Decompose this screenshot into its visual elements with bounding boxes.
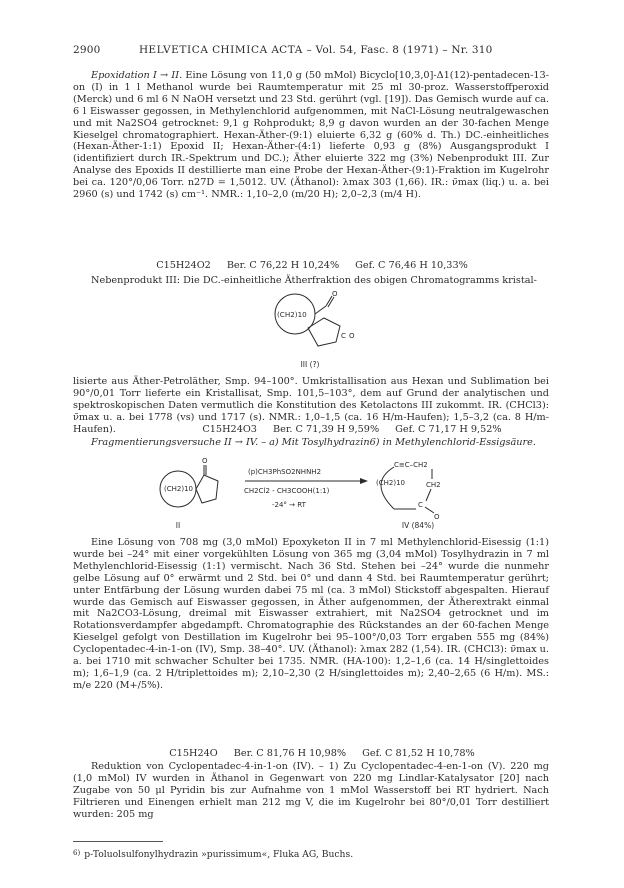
found-IV: Gef. C 81,52 H 10,78% bbox=[362, 748, 475, 759]
solvent-label: CH2Cl2 - CH3COOH(1:1) bbox=[244, 487, 330, 495]
analysis-line-2 bbox=[0, 424, 624, 435]
ketone-bond-IV bbox=[425, 507, 434, 513]
footnote-text: p-Toluolsulfonylhydrazin »purissimum«, Fluka AG, Buchs. bbox=[84, 849, 354, 860]
formula-II: C15H24O2 bbox=[156, 260, 211, 271]
ketone-oxygen-IV: O bbox=[434, 513, 440, 521]
calc-IV: Ber. C 81,76 H 10,98% bbox=[233, 748, 347, 759]
reaction-scheme bbox=[150, 455, 490, 525]
lactone-oxygen: O bbox=[349, 332, 355, 340]
footnote-divider bbox=[73, 841, 163, 842]
ketone-carbon-IV: C bbox=[418, 501, 423, 509]
epoxidation-body: Eine Lösung von 11,0 g (50 mMol) Bicyclo[10,3,0]-Δ1(12)-pentadecen-13-on (I) in 1 l Methanol wurde bei Raumtemperatur mit 25 ml 30-proz. Wasserstoffperoxid (Merck) und 6 ml 6 N NaOH versetzt und 23 Std. gerührt (vgl. [19]). Das Gemisch wurde auf ca. 6 l Eiswasser gegossen, in Methylenchlorid aufgenommen, mit NaCl-Lösung neutralgewaschen und mit Na2SO4 getrocknet: 9,1 g Rohprodukt; 8,9 g davon wurden an der 30-fachen Menge Kieselgel chromatographiert. Hexan-Äther-(9:1) eluierte 6,32 g (60% d. Th.) DC.-einheitliches (Hexan-Äther-1:1) Epoxid II; Hexan-Äther-(4:1) lieferte 0,93 g (8%) Ausgangsprodukt I (identifiziert durch IR.-Spektrum und DC.); Äther eluierte 322 mg (3%) Nebenprodukt III. Zur Analyse des Epoxids II destillierte man eine Probe der Hexan-Äther-(9:1)-Fraktion im Kugelrohr bei ca. 120°/0,06 Torr. n27D = 1,5012. UV. (Äthanol): λmax 303 (1,66). IR.: ν̃max (liq.) u. a. bei 2960 (s) und 1742 (s) cm⁻¹. NMR.: 1,10–2,0 (m/20 H); 2,0–2,3 (m/4 H). bbox=[73, 70, 549, 201]
formula-IV: C15H24O bbox=[169, 748, 218, 759]
formula-III: C15H24O3 bbox=[202, 424, 257, 435]
analysis-line-3 bbox=[0, 748, 624, 759]
reaction-arrowhead bbox=[360, 478, 368, 484]
chain-bond-2 bbox=[426, 489, 431, 501]
ch2-label-II: (CH2)10 bbox=[164, 485, 193, 493]
ch2-label-IV: (CH2)10 bbox=[376, 479, 405, 487]
procedure-paragraph: Eine Lösung von 708 mg (3,0 mMol) Epoxyketon II in 7 ml Methylenchlorid-Eisessig (1:1) wurde bei –24° mit einer vorgekühlten Lösung von 365 mg (3,04 mMol) Tosylhydrazin in 7 ml Methylenchlorid-Eisessig (1:1) vermischt. Nach 36 Std. Stehen bei –24° wurde die nunmehr gelbe Lösung auf 0° erwärmt und 2 Std. bei 0° und dann 4 Std. bei Raumtemperatur gerührt; unter Entfärbung der Lösung wurden dabei 75 ml (ca. 3 mMol) Stickstoff abgespalten. Hierauf wurde das Gemisch auf Eiswasser gegossen, in Äther aufgenommen, der Ätherextrakt einmal mit Na2CO3-Lösung, dreimal mit Eiswasser extrahiert, mit Na2SO4 getrocknet und im Rotationsverdampfer abgedampft. Chromatographie des Rückstandes an der 60-fachen Menge Kieselgel gefolgt von Destillation im Kugelrohr bei 95–100°/0,03 Torr ergaben 555 mg (84%) Cyclopentadec-4-in-1-on (IV), Smp. 38–40°. UV. (Äthanol): λmax 282 (1,54). IR. (CHCl3): ν̃max u. a. bei 1710 mit schwacher Schulter bei 1735. NMR. (HA-100): 1,2–1,6 (ca. 14 H/singlettoides m); 1,6–1,9 (ca. 2 H/triplettoides m); 2,10–2,30 (2 H/singlettoides m); 2,40–2,65 (6 H/m). MS.: m/e 220 (M+/5%). bbox=[73, 537, 549, 691]
analysis-line-1 bbox=[0, 260, 624, 271]
footnote-mark: 6) bbox=[73, 849, 81, 857]
calc-II: Ber. C 76,22 H 10,24% bbox=[226, 260, 340, 271]
ch2-label-III: (CH2)10 bbox=[277, 310, 307, 319]
ketone-oxygen: O bbox=[332, 290, 338, 298]
footnote bbox=[73, 849, 549, 860]
ch2-label-b: CH2 bbox=[426, 481, 441, 489]
temperature-label: -24° → RT bbox=[272, 501, 306, 509]
caption-IV: IV (84%) bbox=[401, 521, 435, 530]
carbonyl-oxygen-II: O bbox=[202, 457, 208, 465]
found-III: Gef. C 71,17 H 9,52% bbox=[395, 424, 502, 435]
journal-title: HELVETICA CHIMICA ACTA – Vol. 54, Fasc. 8 (1971) – Nr. 310 bbox=[139, 44, 493, 56]
epoxidation-title: Epoxidation I → II. bbox=[91, 70, 183, 81]
volume-info: – Vol. 54, Fasc. 8 (1971) – Nr. 310 bbox=[306, 44, 493, 56]
page-number: 2900 bbox=[73, 44, 101, 56]
bond-ketone bbox=[315, 306, 326, 314]
fragmentation-heading: Fragmentierungsversuche II → IV. – a) Mit Tosylhydrazin6) in Methylenchlorid-Essigsäure. bbox=[91, 437, 536, 448]
caption-III: III (?) bbox=[300, 360, 320, 369]
cyclopentanone-ring bbox=[196, 475, 218, 503]
calc-III: Ber. C 71,39 H 9,59% bbox=[272, 424, 380, 435]
structure-III bbox=[270, 288, 380, 363]
lisierte-paragraph: lisierte aus Äther-Petroläther, Smp. 94–100°. Umkristallisation aus Hexan und Sublimation bei 90°/0,01 Torr lieferte ein Kristallisat, Smp. 101,5–103°, dem auf Grund der analytischen und spektroskopischen Daten vermutlich die Konstitution des Ketolactons III zukommt. IR. (CHCl3): ν̃max u. a. bei 1778 (vs) und 1717 (s). NMR.: 1,0–1,5 (ca. 16 H/m-Haufen); 1,5–3,2 (ca. 8 H/m-Haufen). bbox=[73, 376, 549, 435]
reduction-paragraph: Reduktion von Cyclopentadec-4-in-1-on (IV). – 1) Zu Cyclopentadec-4-en-1-on (V). 220 mg (1,0 mMol) IV wurden in Äthanol in Gegenwart von 220 mg Lindlar-Katalysator [20] nach Zugabe von 50 μl Pyridin bis zur Aufnahme von 1 mMol Wasserstoff bei RT hydriert. Nach Filtrieren und Einengen erhielt man 212 mg V, die im Kugelrohr bei 80°/0,01 Torr destilliert wurden: 205 mg bbox=[73, 761, 549, 820]
lactone-carbon: C bbox=[341, 332, 346, 340]
ring-IV-arc bbox=[381, 467, 394, 509]
nebenprodukt-intro: Nebenprodukt III: Die DC.-einheitliche Ätherfraktion des obigen Chromatogramms kristal- bbox=[91, 275, 537, 286]
alkyne-label: C≡C–CH2 bbox=[394, 461, 428, 469]
reagent-label: (p)CH3PhSO2NHNH2 bbox=[248, 468, 322, 476]
epoxidation-paragraph bbox=[73, 70, 549, 201]
found-II: Gef. C 76,46 H 10,33% bbox=[355, 260, 468, 271]
caption-II: II bbox=[175, 521, 181, 530]
